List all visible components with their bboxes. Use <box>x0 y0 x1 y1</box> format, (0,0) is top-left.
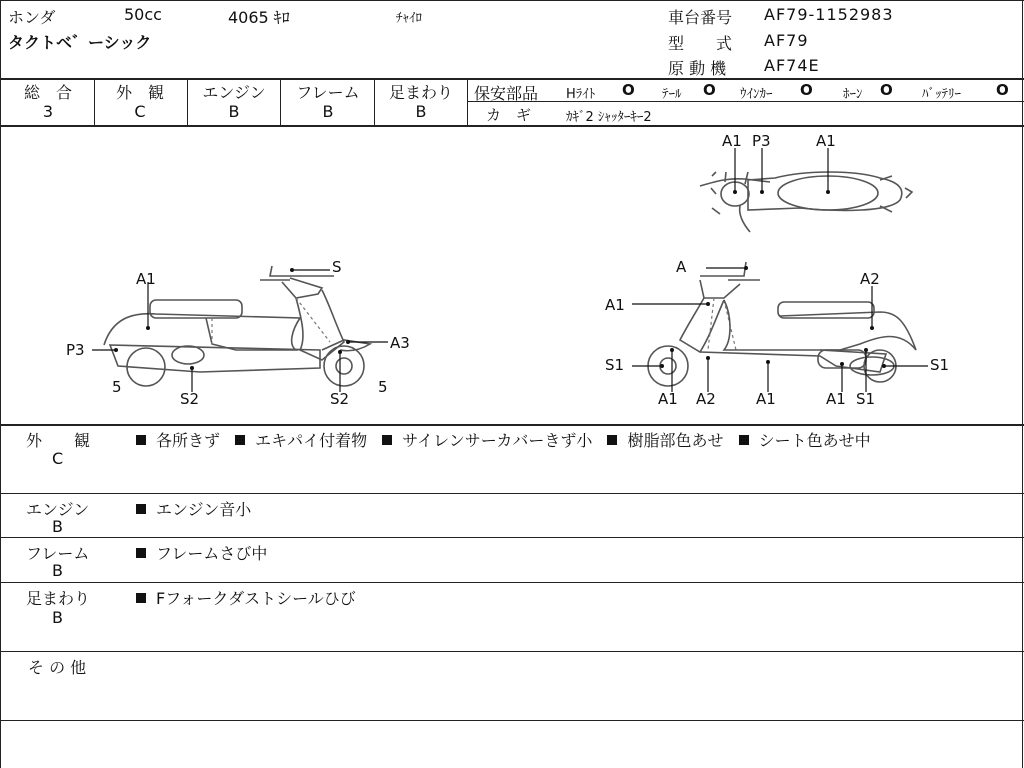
note-item: シート色あせ中 <box>758 431 871 450</box>
right-label-a: A <box>676 258 687 276</box>
right-label-a1-shield: A1 <box>605 296 625 314</box>
mileage: 4065 ｷﾛ <box>228 8 290 27</box>
bullet-icon <box>382 435 392 445</box>
frame-grade-label: フレーム <box>296 83 360 102</box>
bullet-icon <box>136 593 146 603</box>
divider-notes-4 <box>0 651 1024 652</box>
exterior-grade: C <box>134 102 146 121</box>
divider-grades <box>0 125 1024 127</box>
displacement: 50cc <box>124 5 162 24</box>
notes-other-label: そ の 他 <box>28 658 87 677</box>
notes-engine-label: エンジン <box>26 500 90 519</box>
left-label-s2-rear: S2 <box>330 390 350 408</box>
left-label-a3: A3 <box>390 334 410 352</box>
bullet-icon <box>136 504 146 514</box>
safety-mark-headlight: O <box>622 81 635 99</box>
right-label-a2-seat: A2 <box>860 270 880 288</box>
safety-item-tail: ﾃｰﾙ <box>662 87 682 102</box>
divider-col3 <box>280 79 281 126</box>
suspension-grade-label: 足まわり <box>388 83 453 102</box>
safety-item-headlight: Hﾗｲﾄ <box>566 87 596 102</box>
safety-mark-tail: O <box>703 81 716 99</box>
overall-grade: 3 <box>42 102 54 121</box>
safety-label: 保安部品 <box>474 84 539 103</box>
model-label: 型 式 <box>668 34 733 53</box>
bullet-icon <box>739 435 749 445</box>
engine-grade-label: エンジン <box>202 83 266 102</box>
divider-col1 <box>94 79 95 126</box>
note-item: サイレンサーカバーきず小 <box>402 431 593 450</box>
frame-no: AF79-1152983 <box>764 5 894 24</box>
frame-grade: B <box>322 102 334 121</box>
scooter-left-view <box>60 256 420 412</box>
left-label-a1: A1 <box>136 270 156 288</box>
notes-exterior-label: 外 観 <box>26 431 91 450</box>
note-item: Fフォークダストシールひび <box>156 589 356 608</box>
notes-suspension-grade: B <box>52 608 63 627</box>
left-label-s2-front: S2 <box>180 390 200 408</box>
border-left <box>0 0 1 768</box>
right-label-s1-front: S1 <box>605 356 625 374</box>
model-name: タクトベ゛ーシック <box>8 33 152 52</box>
note-item: フレームさび中 <box>156 544 268 563</box>
notes-exterior-items <box>136 428 871 451</box>
divider-col4 <box>374 79 375 126</box>
note-item: 各所きず <box>156 431 221 450</box>
scooter-right-view <box>600 256 960 412</box>
right-label-a1-rear: A1 <box>826 390 846 408</box>
border-top <box>0 0 1024 1</box>
top-label-a1-seat: A1 <box>816 132 836 150</box>
notes-exterior-grade: C <box>52 449 64 468</box>
overall-label: 総 合 <box>23 83 72 102</box>
right-label-a1-floor: A1 <box>756 390 776 408</box>
exterior-label: 外 観 <box>115 83 164 102</box>
left-label-p3: P3 <box>66 341 85 359</box>
safety-item-horn: ﾎｰﾝ <box>843 87 863 102</box>
safety-mark-horn: O <box>880 81 893 99</box>
divider-notes-2 <box>0 537 1024 538</box>
safety-mark-battery: O <box>996 81 1009 99</box>
color: ﾁｬｲﾛ <box>396 11 422 26</box>
top-label-p3: P3 <box>752 132 771 150</box>
note-item: 樹脂部色あせ <box>627 431 724 450</box>
notes-frame-label: フレーム <box>26 544 90 563</box>
left-label-s: S <box>332 258 342 276</box>
notes-engine-items <box>136 497 251 520</box>
engine-grade: B <box>228 102 240 121</box>
right-label-s1-rear: S1 <box>856 390 876 408</box>
engine-code: AF74E <box>764 56 820 75</box>
key-value: ｶｷﾞ2 ｼｬｯﾀｰｷｰ2 <box>566 110 652 125</box>
safety-mark-winker: O <box>800 81 813 99</box>
bullet-icon <box>607 435 617 445</box>
notes-engine-grade: B <box>52 517 63 536</box>
border-right <box>1022 0 1023 768</box>
safety-item-winker: ｳｲﾝｶｰ <box>740 87 773 102</box>
divider-notes-1 <box>0 493 1024 494</box>
key-label: カ ギ <box>486 106 532 124</box>
right-label-s1-muffler: S1 <box>930 356 950 374</box>
model-code: AF79 <box>764 31 809 50</box>
divider-col2 <box>187 79 188 126</box>
maker: ホンダ <box>8 8 56 27</box>
top-label-a1-left: A1 <box>722 132 742 150</box>
note-item: エキパイ付着物 <box>255 431 368 450</box>
engine-label: 原 動 機 <box>668 59 727 78</box>
divider-notes-3 <box>0 582 1024 583</box>
divider-diagram <box>0 424 1024 426</box>
bullet-icon <box>235 435 245 445</box>
notes-suspension-label: 足まわり <box>26 589 91 608</box>
divider-notes-5 <box>0 720 1024 721</box>
left-label-5-front: 5 <box>112 378 122 396</box>
safety-item-battery: ﾊﾞｯﾃﾘｰ <box>922 87 961 102</box>
notes-frame-grade: B <box>52 561 63 580</box>
note-item: エンジン音小 <box>156 500 252 519</box>
bullet-icon <box>136 435 146 445</box>
left-label-5-rear: 5 <box>378 378 388 396</box>
scooter-top-view <box>690 128 930 240</box>
bullet-icon <box>136 548 146 558</box>
right-label-a1-fork: A1 <box>658 390 678 408</box>
suspension-grade: B <box>415 102 427 121</box>
frame-no-label: 車台番号 <box>668 8 733 27</box>
right-label-a2-floor: A2 <box>696 390 716 408</box>
notes-frame-items <box>136 541 267 564</box>
divider-col5 <box>467 79 468 126</box>
notes-suspension-items <box>136 586 356 609</box>
